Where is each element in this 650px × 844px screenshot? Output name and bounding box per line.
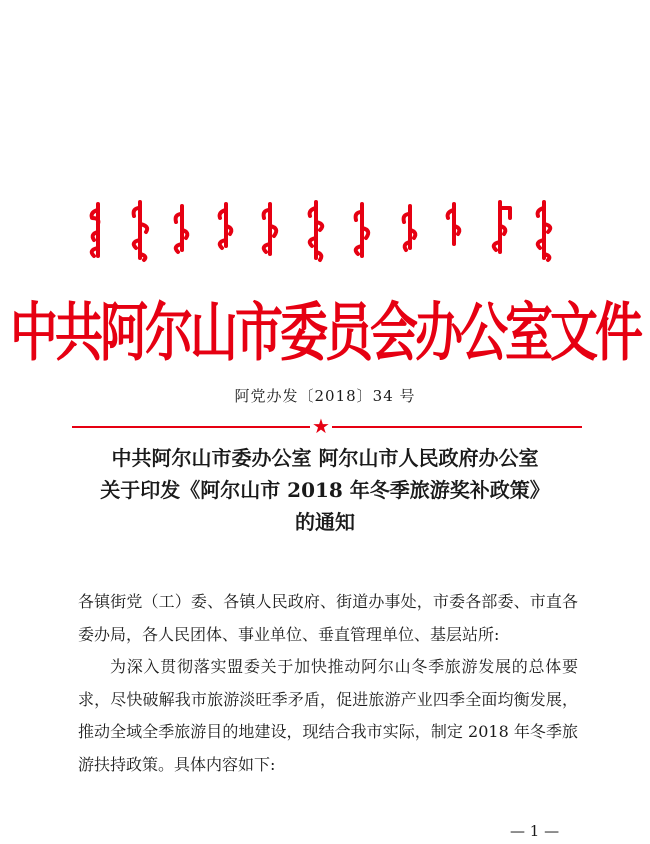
page-number: — 1 — [510,822,560,840]
star-icon: ★ [312,414,330,438]
addressees: 各镇街党（工）委、各镇人民政府、街道办事处，市委各部委、市直各委办局，各人民团体、事业单位、垂直管理单位、基层站所: [78,592,578,644]
notice-heading [0,442,650,538]
heading-line-2: 关于印发《阿尔山市 2018 年冬季旅游奖补政策》 [100,478,550,502]
body-paragraph: 为深入贯彻落实盟委关于加快推动阿尔山冬季旅游发展的总体要求，尽快破解我市旅游淡旺季矛盾，促进旅游产业四季全面均衡发展，推动全域全季旅游目的地建设，现结合我市实际，制定 2018 年冬季旅游扶持政策。具体内容如下: [78,657,578,774]
masthead-divider [72,414,582,438]
document-masthead-title: 中共阿尔山市委员会办公室文件 [9,296,640,371]
heading-line-1: 中共阿尔山市委办公室 阿尔山市人民政府办公室 [111,446,539,470]
divider-line-left [72,426,310,428]
heading-line-3: 的通知 [295,510,355,534]
divider-line-right [332,426,582,428]
document-number: 阿党办发〔2018〕34 号 [234,387,416,405]
mongolian-script-title [70,196,580,264]
notice-body [78,586,578,781]
